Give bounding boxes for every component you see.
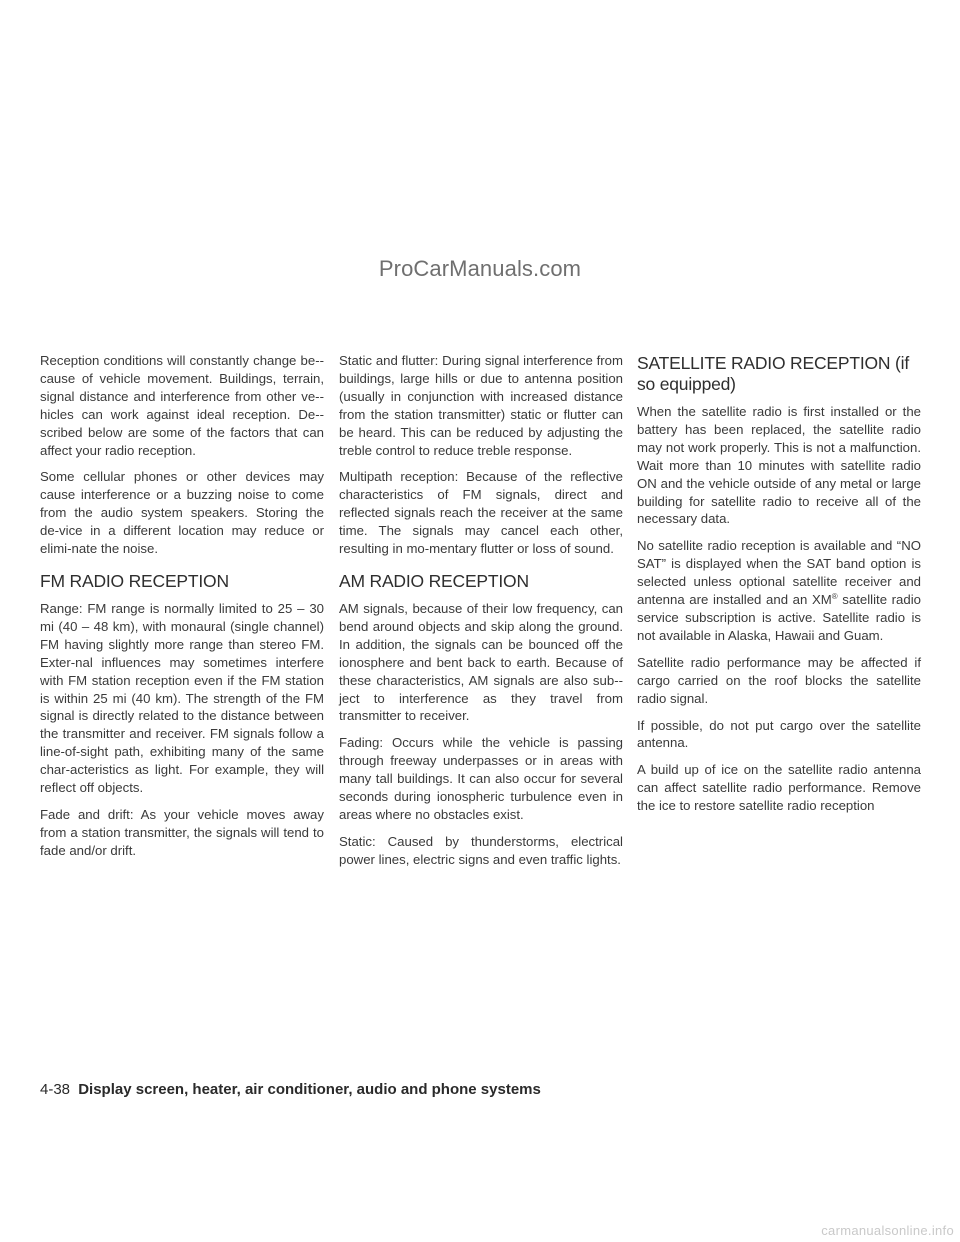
watermark-procarmanuals: ProCarManuals.com bbox=[378, 256, 582, 281]
heading-fm-radio-reception: FM RADIO RECEPTION bbox=[40, 570, 229, 591]
paragraph-roof-cargo: Satellite radio performance may be affected if cargo carried on the roof blocks the satellite radio signal. bbox=[637, 654, 921, 706]
paragraph-static: Static: Caused by thunderstorms, electrical power lines, electric signs and even traffic lights. bbox=[339, 833, 623, 867]
column-1 bbox=[40, 352, 324, 869]
paragraph-fade-and-drift: Fade and drift: As your vehicle moves away from a station transmitter, the signals will tend to fade and/or drift. bbox=[40, 806, 324, 858]
registered-mark: ® bbox=[831, 592, 838, 602]
watermark-carmanualsonline: carmanualsonline.info bbox=[821, 1223, 954, 1238]
no-sat-text-a: No satellite radio reception is available and “NO SAT” is displayed when the SAT band option is selected unless optional satellite receiver and antenna are installed and an XM bbox=[637, 538, 921, 608]
paragraph-reception-conditions: Reception conditions will constantly change be-cause of vehicle movement. Buildings, terrain, signal distance and interference from other ve-hicles can work against ideal reception. De-scribed below are some of the factors that can affect your radio reception. bbox=[40, 353, 324, 458]
column-2 bbox=[339, 352, 623, 878]
no-sat-text-b: satellite radio service subscription is active. Satellite radio is not available in Alaska, Hawaii and Guam. bbox=[637, 592, 921, 643]
paragraph-no-sat bbox=[637, 537, 921, 644]
paragraph-fading: Fading: Occurs while the vehicle is passing through freeway underpasses or in areas with many tall buildings. It can also occur for several seconds during ionospheric turbulence even in areas where no obstacles exist. bbox=[339, 735, 623, 822]
paragraph-am-signals: AM signals, because of their low frequency, can bend around objects and skip along the ground. In addition, the signals can be bounced off the ionosphere and bent back to earth. Because of these characteristics, AM signals are also sub-ject to interference as they travel from transmitter to receiver. bbox=[339, 600, 623, 724]
page-footer bbox=[40, 1081, 541, 1098]
paragraph-cargo-over-antenna: If possible, do not put cargo over the satellite antenna. bbox=[637, 717, 921, 751]
chapter-title: Display screen, heater, air conditioner, audio and phone systems bbox=[78, 1081, 541, 1098]
column-3 bbox=[637, 352, 921, 824]
paragraph-fm-range: Range: FM range is normally limited to 25 – 30 mi (40 – 48 km), with monaural (single channel) FM having slightly more range than stereo FM. Exter-nal influences may sometimes interfere with FM station reception even if the FM station is within 25 mi (40 km). The strength of the FM signal is directly related to the distance between the transmitter and receiver. FM signals follow a line-of-sight path, exhibiting many of the same char-acteristics as light. For example, they will reflect off objects. bbox=[40, 600, 324, 796]
paragraph-ice-buildup: A build up of ice on the satellite radio antenna can affect satellite radio performance. Remove the ice to restore satellite radio reception bbox=[637, 762, 921, 814]
paragraph-multipath-reception: Multipath reception: Because of the reflective characteristics of FM signals, direct and reflected signals reach the receiver at the same time. The signals may cancel each other, resulting in mo-mentary flutter or loss of sound. bbox=[339, 469, 623, 557]
page-number: 4-38 bbox=[40, 1081, 71, 1098]
paragraph-satellite-first-installed: When the satellite radio is first installed or the battery has been replaced, the satellite radio may not work properly. This is not a malfunction. Wait more than 10 minutes with satellite radio ON and the vehicle outside of any metal or large building for satellite radio to receive all of the necessary data. bbox=[637, 404, 921, 527]
paragraph-cellular-phones: Some cellular phones or other devices may cause interference or a buzzing noise to come from the audio system speakers. Storing the de-vice in a different location may reduce or elimi-nate the noise. bbox=[40, 469, 324, 557]
heading-satellite-radio-reception: SATELLITE RADIO RECEPTION (if so equipped) bbox=[637, 353, 909, 394]
paragraph-static-and-flutter: Static and flutter: During signal interference from buildings, large hills or due to antenna position (usually in conjunction with increased distance from the station transmitter) static or flutter can be heard. This can be reduced by adjusting the treble control to reduce treble response. bbox=[339, 353, 623, 458]
heading-am-radio-reception: AM RADIO RECEPTION bbox=[339, 570, 529, 591]
